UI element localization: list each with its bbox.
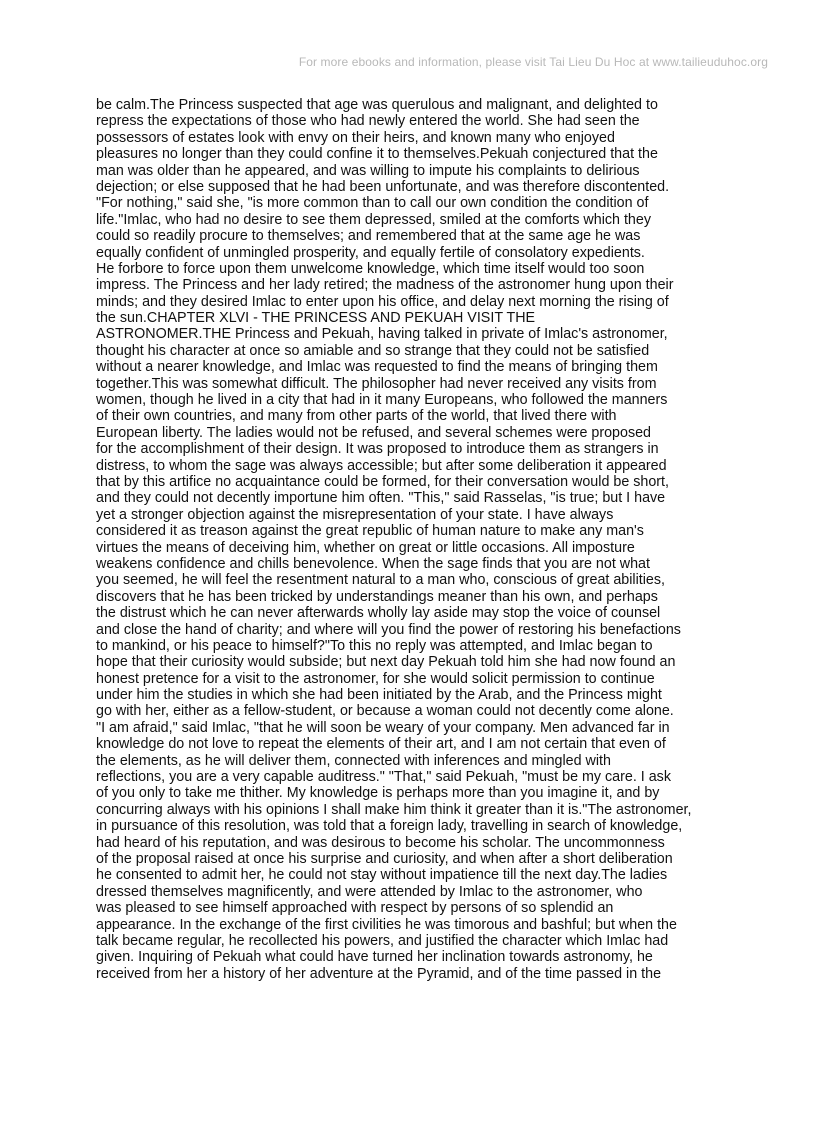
text-line: received from her a history of her adventure at the Pyramid, and of the time passed in the xyxy=(96,965,662,982)
text-line: the distrust which he can never afterwards wholly lay aside may stop the voice of counsel xyxy=(96,605,661,622)
text-line: in pursuance of this resolution, was told that a foreign lady, travelling in search of knowledge, xyxy=(96,818,683,835)
text-line: given. Inquiring of Pekuah what could have turned her inclination towards astronomy, he xyxy=(96,949,653,966)
text-line: life."Imlac, who had no desire to see them depressed, smiled at the comforts which they xyxy=(96,211,651,228)
text-line: the elements, as he will deliver them, connected with inferences and mingled with xyxy=(96,752,611,769)
text-line: together.This was somewhat difficult. The philosopher had never received any visits from xyxy=(96,375,657,392)
text-line: the sun.CHAPTER XLVI - THE PRINCESS AND PEKUAH VISIT THE xyxy=(96,310,536,327)
text-line: honest pretence for a visit to the astronomer, for she would solicit permission to continue xyxy=(96,670,655,687)
text-line: ASTRONOMER.THE Princess and Pekuah, having talked in private of Imlac's astronomer, xyxy=(96,326,668,343)
text-line: and they could not decently importune him often. "This," said Rasselas, "is true; but I have xyxy=(96,490,666,507)
text-line: for the accomplishment of their design. It was proposed to introduce them as strangers in xyxy=(96,441,659,458)
text-line: considered it as treason against the great republic of human nature to make any man's xyxy=(96,523,644,540)
text-line: "For nothing," said she, "is more common than to call our own condition the condition of xyxy=(96,195,649,212)
text-line: of their own countries, and many from other parts of the world, that lived there with xyxy=(96,408,617,425)
text-line: could so readily procure to themselves; and remembered that at the same age he was xyxy=(96,228,641,245)
text-line: pleasures no longer than they could confine it to themselves.Pekuah conjectured that the xyxy=(96,146,658,163)
text-line: reflections, you are a very capable auditress." "That," said Pekuah, "must be my care. I ask xyxy=(96,769,671,786)
text-line: weakens confidence and chills benevolence. When the sage finds that you are not what xyxy=(96,555,650,572)
text-line: discovers that he has been tricked by understandings meaner than his own, and perhaps xyxy=(96,588,658,605)
text-line: possessors of estates look with envy on their heirs, and known many who enjoyed xyxy=(96,129,615,146)
text-line: appearance. In the exchange of the first civilities he was timorous and bashful; but when the xyxy=(96,916,677,933)
text-line: he consented to admit her, he could not stay without impatience till the next day.The ladies xyxy=(96,867,668,884)
text-line: and close the hand of charity; and where will you find the power of restoring his benefactions xyxy=(96,621,681,638)
text-line: be calm.The Princess suspected that age was querulous and malignant, and delighted to xyxy=(96,97,658,113)
text-line: to mankind, or his peace to himself?"To this no reply was attempted, and Imlac began to xyxy=(96,637,653,654)
text-line: you seemed, he will feel the resentment natural to a man who, conscious of great abilities, xyxy=(96,572,666,589)
text-line: knowledge do not love to repeat the elements of their art, and I am not certain that even of xyxy=(96,736,666,753)
text-line: women, though he lived in a city that had in it many Europeans, who followed the manners xyxy=(96,392,668,409)
text-line: concurring always with his opinions I shall make him think it greater than it is."The astronomer, xyxy=(96,801,692,818)
text-line: European liberty. The ladies would not be refused, and several schemes were proposed xyxy=(96,424,651,441)
body-text xyxy=(96,97,736,982)
text-line: dejection; or else supposed that he had been unfortunate, and was therefore discontented. xyxy=(96,178,670,195)
text-line: yet a stronger objection against the misrepresentation of your state. I have always xyxy=(96,506,614,523)
text-line: of the proposal raised at once his surprise and curiosity, and when after a short deliberation xyxy=(96,850,673,867)
text-line: without a nearer knowledge, and Imlac was requested to find the means of bringing them xyxy=(96,359,658,376)
text-line: thought his character at once so amiable and so strange that they could not be satisfied xyxy=(96,342,650,359)
text-line: go with her, either as a fellow-student, or because a woman could not decently come alone. xyxy=(96,703,674,720)
text-line: of you only to take me thither. My knowledge is perhaps more than you imagine it, and by xyxy=(96,785,660,802)
text-line: under him the studies in which she had been initiated by the Arab, and the Princess might xyxy=(96,687,662,704)
text-line: repress the expectations of those who had newly entered the world. She had seen the xyxy=(96,113,640,130)
text-line: virtues the means of deceiving him, whether on great or little occasions. All imposture xyxy=(96,539,635,556)
text-line: impress. The Princess and her lady retired; the madness of the astronomer hung upon their xyxy=(96,277,674,294)
text-line: distress, to whom the sage was always accessible; but after some deliberation it appeared xyxy=(96,457,667,474)
text-line: hope that their curiosity would subside; but next day Pekuah told him she had now found an xyxy=(96,654,676,671)
text-line: He forbore to force upon them unwelcome knowledge, which time itself would too soon xyxy=(96,260,645,277)
header-notice: For more ebooks and information, please visit Tai Lieu Du Hoc at www.tailieuduhoc.org xyxy=(298,55,768,69)
text-line: that by this artifice no acquaintance could be formed, for their conversation would be short, xyxy=(96,473,669,490)
text-line: had heard of his reputation, and was desirous to become his scholar. The uncommonness xyxy=(96,834,665,851)
text-line: minds; and they desired Imlac to enter upon his office, and delay next morning the rising of xyxy=(96,293,669,310)
text-line: "I am afraid," said Imlac, "that he will soon be weary of your company. Men advanced far in xyxy=(96,719,670,736)
text-line: dressed themselves magnificently, and were attended by Imlac to the astronomer, who xyxy=(96,883,643,900)
text-line: talk became regular, he recollected his powers, and justified the character which Imlac had xyxy=(96,932,669,949)
text-line: man was older than he appeared, and was willing to impute his complaints to delirious xyxy=(96,162,640,179)
text-line: was pleased to see himself approached with respect by persons of so splendid an xyxy=(96,900,614,917)
text-line: equally confident of unmingled prosperity, and equally fertile of consolatory expedients. xyxy=(96,244,645,261)
